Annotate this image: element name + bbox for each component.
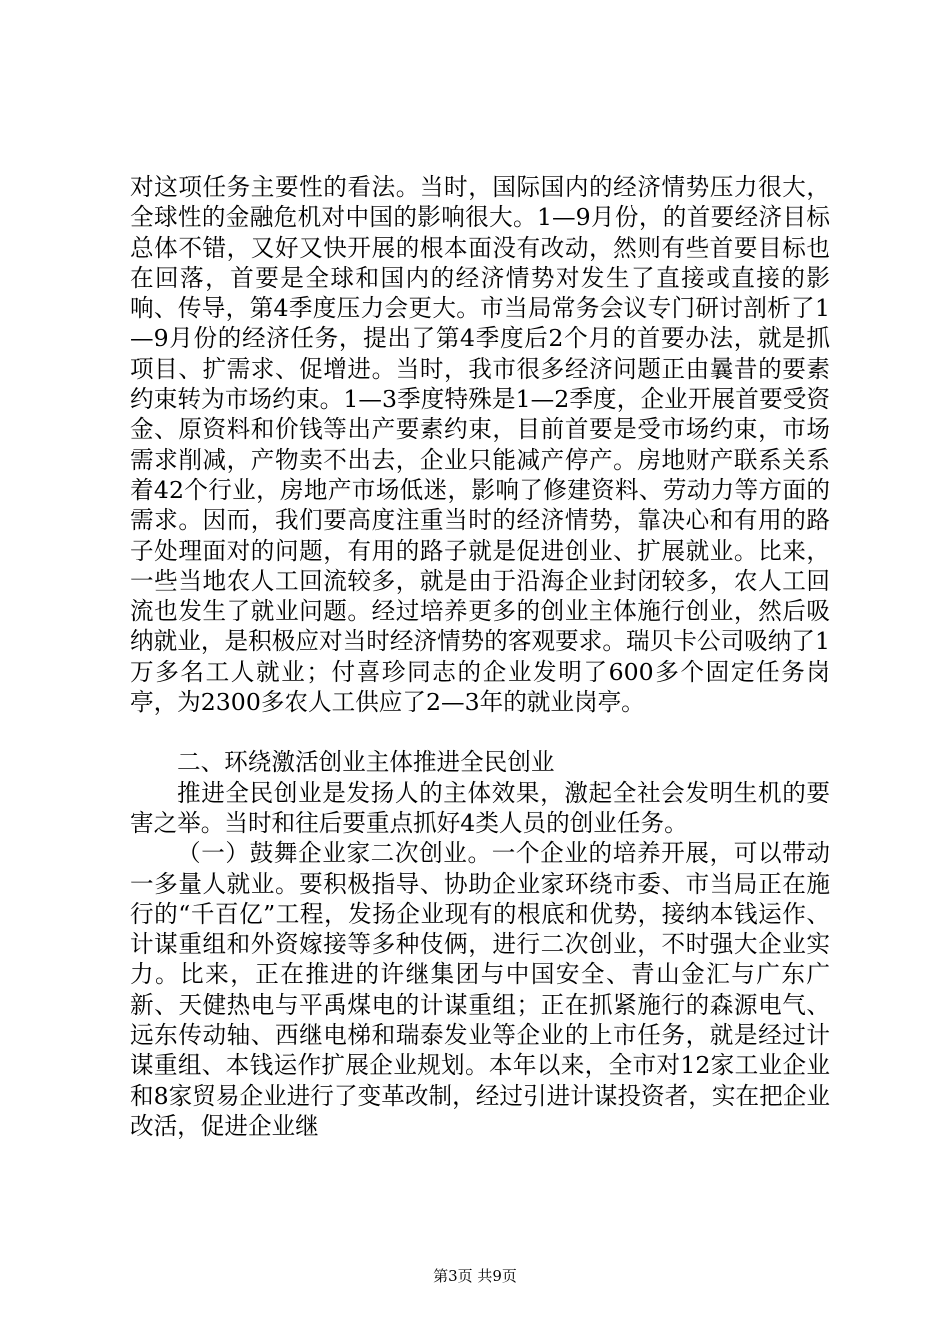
page-number-footer: 第3页 共9页 (433, 1267, 517, 1285)
paragraph-gap (130, 717, 830, 747)
paragraph-entrepreneurship: 推进全民创业是发扬人的主体效果，激起全社会发明生机的要害之举。当时和往后要重点抓好4类人员的创业任务。 (130, 778, 830, 837)
paragraph-entrepreneur-second-startup: （一）鼓舞企业家二次创业。一个企业的培养开展，可以带动一多量人就业。要积极指导、协助企业家环绕市委、市当局正在施行的“千百亿”工程，发扬企业现有的根底和优势，接纳本钱运作、计谋重组和外资嫁接等多种伎俩，进行二次创业，不时强大企业实力。比来，正在推进的许继集团与中国安全、青山金汇与广东广新、天健热电与平禹煤电的计谋重组；正在抓紧施行的森源电气、远东传动轴、西继电梯和瑞泰发业等企业的上市任务，就是经过计谋重组、本钱运作扩展企业规划。本年以来，全市对12家工业企业和8家贸易企业进行了变革改制，经过引进计谋投资者，实在把企业改活，促进企业继 (130, 839, 830, 1140)
paragraph-economic-situation: 对这项任务主要性的看法。当时，国际国内的经济情势压力很大，全球性的金融危机对中国的影响很大。1—9月份，的首要经济目标总体不错，又好又快开展的根本面没有改动，然则有些首要目标也在回落，首要是全球和国内的经济情势对发生了直接或直接的影响、传导，第4季度压力会更大。市当局常务会议专门研讨剖析了1—9月份的经济任务，提出了第4季度后2个月的首要办法，就是抓项目、扩需求、促增进。当时，我市很多经济问题正由曩昔的要素约束转为市场约束。1—3季度特殊是1—2季度，企业开展首要受资金、原资料和价钱等出产要素约束，目前首要是受市场约束，市场需求削减，产物卖不出去，企业只能减产停产。房地财产联系关系着42个行业，房地产市场低迷，影响了修建资料、劳动力等方面的需求。因而，我们要高度注重当时的经济情势，靠决心和有用的路子处理面对的问题，有用的路子就是促进创业、扩展就业。比来，一些当地农人工回流较多，就是由于沿海企业封闭较多，农人工回流也发生了就业问题。经过培养更多的创业主体施行创业，然后吸纳就业，是积极应对当时经济情势的客观要求。瑞贝卡公司吸纳了1万多名工人就业；付喜珍同志的企业发明了600多个固定任务岗亭，为2300多农人工供应了2—3年的就业岗亭。 (130, 173, 830, 717)
section-heading-2: 二、环绕激活创业主体推进全民创业 (177, 748, 555, 777)
document-body (130, 172, 830, 1141)
